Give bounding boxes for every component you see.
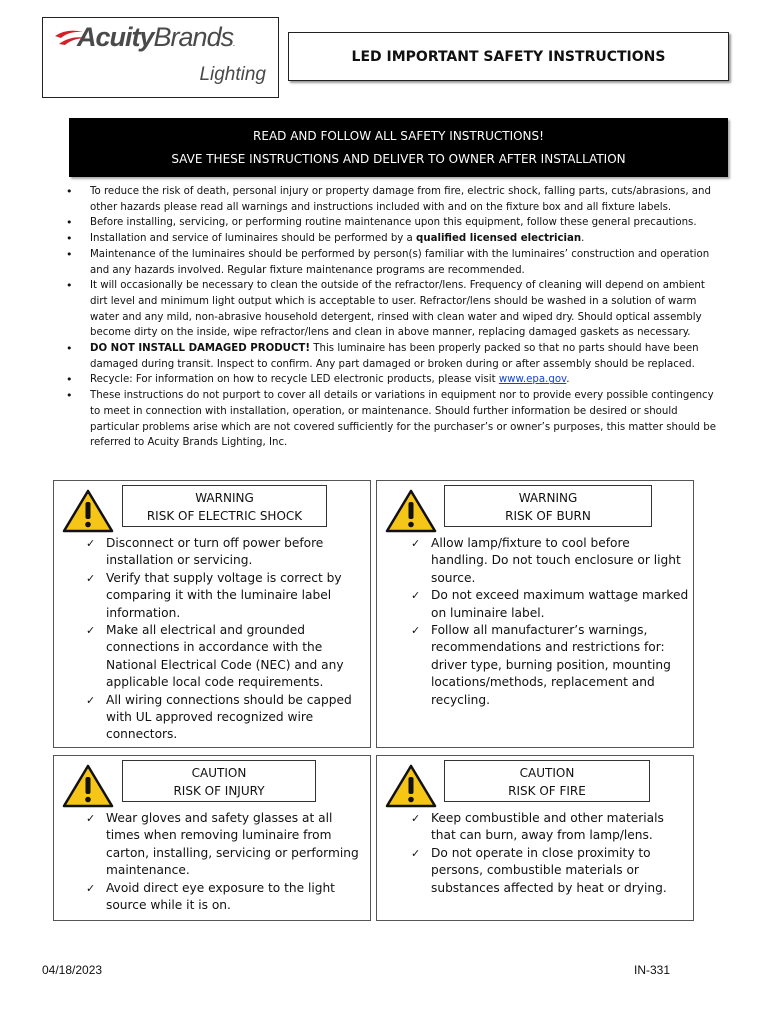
caution-injury-box <box>53 755 371 921</box>
logo-sub: Lighting <box>199 64 266 85</box>
bullet-item: • DO NOT INSTALL DAMAGED PRODUCT! This luminaire has been properly packed so that no parts should have been damaged during transit. Inspect to confirm. Any part damaged or broken during or after assembly should be replaced. <box>66 341 716 372</box>
check-item: ✓ Do not operate in close proximity to persons, combustible materials or substances affected by heat or drying. <box>407 845 689 897</box>
check-item: ✓ Avoid direct eye exposure to the light source while it is on. <box>82 880 364 915</box>
banner-line-1: READ AND FOLLOW ALL SAFETY INSTRUCTIONS! <box>253 129 544 143</box>
logo-brand-bold: Acuity <box>77 22 154 52</box>
caution-checklist <box>407 810 689 897</box>
bullet-item: • Installation and service of luminaires should be performed by a qualified licensed electrician. <box>66 231 716 247</box>
logo-brand-light: Brands <box>153 22 234 52</box>
check-item: ✓ Wear gloves and safety glasses at all times when removing luminaire from carton, installing, servicing or performing maintenance. <box>82 810 364 880</box>
check-item: ✓ Do not exceed maximum wattage marked on luminaire label. <box>407 587 689 622</box>
warning-electric-shock-box <box>53 480 371 748</box>
bullet-item: • Maintenance of the luminaires should be performed by person(s) familiar with the luminaires’ construction and operation and any hazards involved. Regular fixture maintenance programs are recommended. <box>66 247 716 278</box>
safety-banner <box>69 118 728 177</box>
warning-triangle-icon <box>385 764 437 808</box>
check-item: ✓ Keep combustible and other materials that can burn, away from lamp/lens. <box>407 810 689 845</box>
caution-label: CAUTION RISK OF FIRE <box>444 760 650 802</box>
check-item: ✓ Allow lamp/fixture to cool before handling. Do not touch enclosure or light source. <box>407 535 689 587</box>
check-item: ✓ Make all electrical and grounded connections in accordance with the National Electrical Code (NEC) and any applicable local code requirements. <box>82 622 364 692</box>
warning-triangle-icon <box>385 489 437 533</box>
document-title-box <box>288 32 729 81</box>
bullet-item: • It will occasionally be necessary to clean the outside of the refractor/lens. Frequency of cleaning will depend on ambient dirt level and minimum light output which is acceptable to user. Refractor/lens should be washed in a solution of warm water and any mild, non-abrasive household detergent, rinsed with clean water and wiped dry. Should optical assembly become dirty on the inside, wipe refractor/lens and clean in above manner, replacing damaged gaskets as necessary. <box>66 278 716 341</box>
check-item: ✓ All wiring connections should be capped with UL approved recognized wire connectors. <box>82 692 364 744</box>
warning-triangle-icon <box>62 489 114 533</box>
footer-date: 04/18/2023 <box>42 963 103 977</box>
company-logo <box>42 17 279 98</box>
logo-brand: AcuityBrands. <box>77 22 235 52</box>
caution-fire-box <box>376 755 694 921</box>
warning-label: WARNING RISK OF BURN <box>444 485 652 527</box>
check-item: ✓ Disconnect or turn off power before installation or servicing. <box>82 535 364 570</box>
caution-label: CAUTION RISK OF INJURY <box>122 760 316 802</box>
bullet-item: • Recycle: For information on how to recycle LED electronic products, please visit www.epa.gov. <box>66 372 716 388</box>
banner-line-2: SAVE THESE INSTRUCTIONS AND DELIVER TO OWNER AFTER INSTALLATION <box>171 152 626 166</box>
caution-checklist <box>82 810 364 914</box>
warning-checklist <box>82 535 364 744</box>
warning-burn-box <box>376 480 694 748</box>
footer-doc-id: IN-331 <box>634 963 671 977</box>
warning-triangle-icon <box>62 764 114 808</box>
document-title: LED IMPORTANT SAFETY INSTRUCTIONS <box>351 48 666 65</box>
bullet-item: • Before installing, servicing, or performing routine maintenance upon this equipment, follow these general precautions. <box>66 215 716 231</box>
warning-label: WARNING RISK OF ELECTRIC SHOCK <box>122 485 327 527</box>
bullet-item: • These instructions do not purport to cover all details or variations in equipment nor to provide every possible contingency to meet in connection with installation, operation, or maintenance. Should further information be desired or should particular problems arise which are not covered sufficiently for the purchaser’s or owner’s purposes, this matter should be referred to Acuity Brands Lighting, Inc. <box>66 388 716 451</box>
epa-link[interactable]: www.epa.gov <box>498 374 567 386</box>
bullet-item: • To reduce the risk of death, personal injury or property damage from fire, electric shock, falling parts, cuts/abrasions, and other hazards please read all warnings and instructions included with and on the fixture box and all fixture labels. <box>66 184 716 215</box>
warning-checklist <box>407 535 689 709</box>
check-item: ✓ Follow all manufacturer’s warnings, recommendations and restrictions for: driver type, burning position, mounting locations/methods, replacement and recycling. <box>407 622 689 709</box>
safety-bullet-list <box>66 184 716 451</box>
check-item: ✓ Verify that supply voltage is correct by comparing it with the luminaire label information. <box>82 570 364 622</box>
